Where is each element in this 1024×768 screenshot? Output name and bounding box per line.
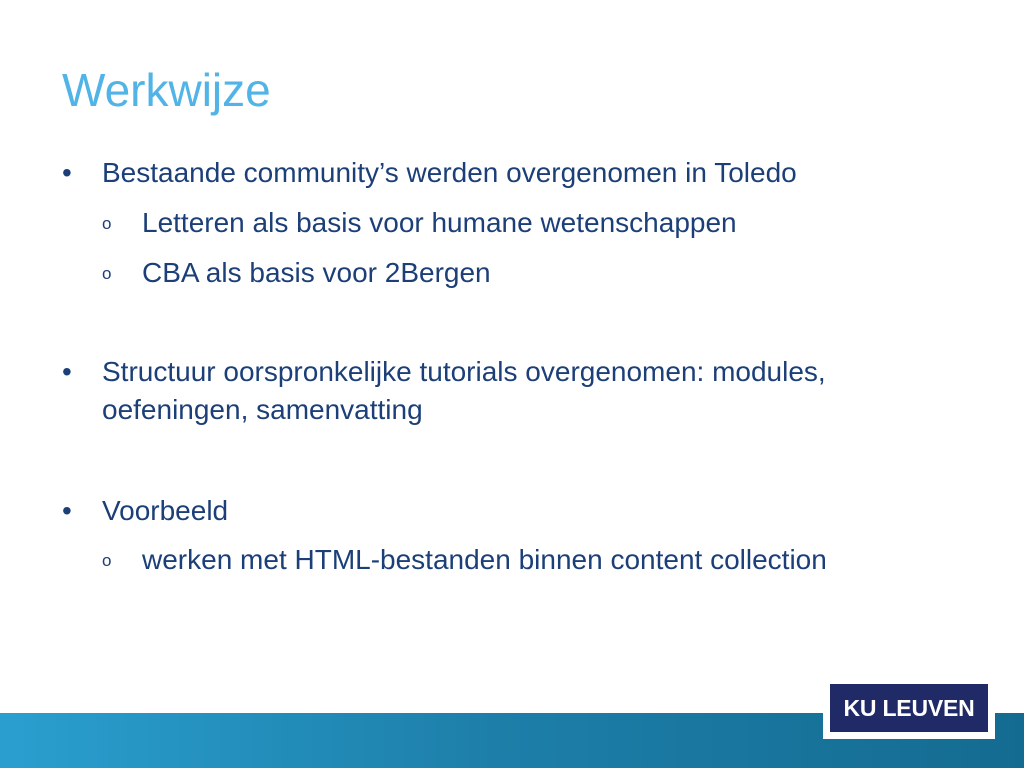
- bullet-icon: •: [62, 157, 72, 188]
- sub-bullet-icon: o: [102, 551, 112, 570]
- bullet-icon: •: [62, 356, 72, 387]
- bullet-text: Bestaande community’s werden overgenomen in Toledo: [102, 157, 797, 188]
- ku-leuven-logo: [823, 677, 995, 739]
- sub-bullet-icon: o: [102, 264, 112, 283]
- bullet-icon: •: [62, 495, 72, 526]
- bullet-text: Voorbeeld: [102, 495, 229, 526]
- sub-bullet-text: werken met HTML-bestanden binnen content collection: [142, 544, 827, 575]
- logo-text: KU LEUVEN: [843, 694, 975, 721]
- logo-mark: [830, 684, 988, 732]
- sub-bullet-icon: o: [102, 214, 112, 233]
- bullet-text: Structuur oorspronkelijke tutorials overgenomen: modules, oefeningen, samenvatting: [102, 356, 826, 425]
- slide-title: Werkwijze: [62, 64, 271, 116]
- sub-bullet-text: Letteren als basis voor humane wetenschappen: [142, 207, 737, 238]
- sub-bullet-text: CBA als basis voor 2Bergen: [142, 257, 491, 288]
